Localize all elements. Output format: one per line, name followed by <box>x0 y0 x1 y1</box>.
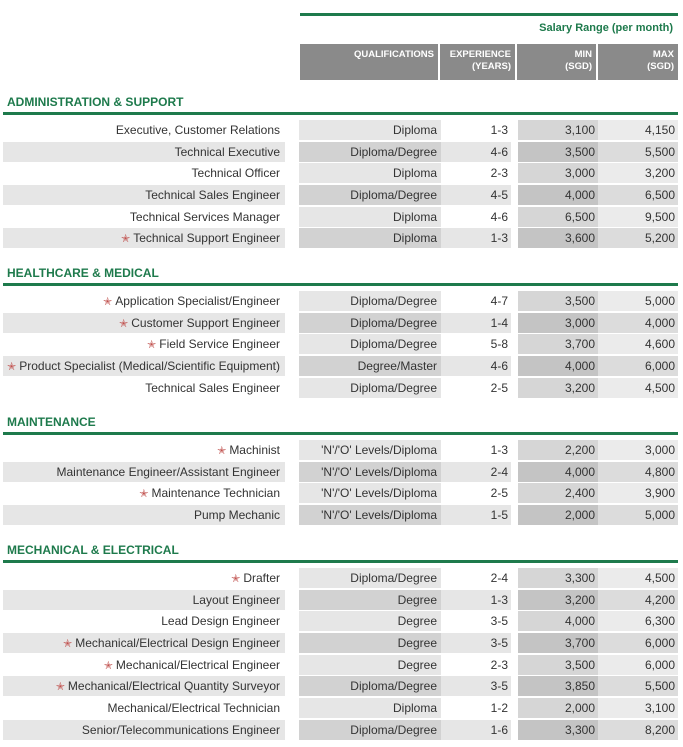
max-salary-cell: 5,000 <box>598 291 678 311</box>
max-salary-cell: 9,500 <box>598 207 678 227</box>
job-title-cell <box>3 633 285 653</box>
experience-cell: 2-3 <box>441 163 511 183</box>
job-title-cell <box>3 720 285 740</box>
max-salary-cell: 3,900 <box>598 483 678 503</box>
section-title: ADMINISTRATION & SUPPORT <box>7 95 184 109</box>
min-salary-cell: 3,500 <box>518 655 598 675</box>
section-rule <box>3 283 678 286</box>
experience-cell: 4-6 <box>441 356 511 376</box>
table-row <box>3 377 678 399</box>
max-salary-cell: 5,000 <box>598 505 678 525</box>
qualification-cell: 'N'/'O' Levels/Diploma <box>299 483 441 503</box>
table-row <box>3 719 678 741</box>
table-row <box>3 675 678 697</box>
job-title: Technical Support Engineer <box>133 231 280 246</box>
experience-cell: 2-5 <box>441 483 511 503</box>
section-mechanical-electrical <box>3 542 678 741</box>
qualification-cell: Diploma <box>299 228 441 248</box>
star-icon: ✭ <box>139 488 149 501</box>
job-title: Technical Officer <box>191 166 280 181</box>
job-title: Mechanical/Electrical Engineer <box>115 657 280 672</box>
experience-cell: 2-4 <box>441 462 511 482</box>
min-salary-cell: 3,500 <box>518 142 598 162</box>
qualification-cell: Diploma/Degree <box>299 291 441 311</box>
experience-cell: 3-5 <box>441 676 511 696</box>
table-row <box>3 610 678 632</box>
job-title-cell <box>3 185 285 205</box>
header-qualifications: QUALIFICATIONS <box>300 44 438 80</box>
table-row <box>3 697 678 719</box>
job-title-cell <box>3 378 285 398</box>
header-experience: EXPERIENCE (YEARS) <box>440 44 515 80</box>
qualification-cell: Diploma <box>299 207 441 227</box>
qualification-cell: Diploma/Degree <box>299 185 441 205</box>
qualification-cell: Diploma <box>299 120 441 140</box>
experience-cell: 2-5 <box>441 378 511 398</box>
star-icon: ✭ <box>7 360 17 373</box>
qualification-cell: Degree <box>299 655 441 675</box>
qualification-cell: Diploma/Degree <box>299 568 441 588</box>
header-max: MAX (SGD) <box>598 44 678 80</box>
experience-cell: 1-3 <box>441 120 511 140</box>
max-salary-cell: 4,800 <box>598 462 678 482</box>
min-salary-cell: 2,000 <box>518 505 598 525</box>
table-row <box>3 355 678 377</box>
job-title-cell <box>3 611 285 631</box>
job-title: Mechanical/Electrical Technician <box>107 700 280 715</box>
experience-cell: 1-5 <box>441 505 511 525</box>
qualification-cell: 'N'/'O' Levels/Diploma <box>299 462 441 482</box>
job-title-cell <box>3 120 285 140</box>
min-salary-cell: 3,850 <box>518 676 598 696</box>
experience-cell: 4-6 <box>441 207 511 227</box>
experience-cell: 2-4 <box>441 568 511 588</box>
table-row <box>3 482 678 504</box>
min-salary-cell: 2,200 <box>518 440 598 460</box>
max-salary-cell: 5,200 <box>598 228 678 248</box>
qualification-cell: Diploma/Degree <box>299 676 441 696</box>
table-row <box>3 333 678 355</box>
qualification-cell: Diploma/Degree <box>299 142 441 162</box>
job-title: Maintenance Technician <box>151 486 280 501</box>
job-title: Lead Design Engineer <box>161 614 280 629</box>
section-rule <box>3 560 678 563</box>
table-header <box>300 44 678 80</box>
job-title-cell <box>3 676 285 696</box>
qualification-cell: Degree <box>299 611 441 631</box>
min-salary-cell: 3,700 <box>518 334 598 354</box>
min-salary-cell: 3,500 <box>518 291 598 311</box>
experience-cell: 1-3 <box>441 590 511 610</box>
qualification-cell: Diploma/Degree <box>299 334 441 354</box>
job-title: Field Service Engineer <box>159 337 280 352</box>
max-salary-cell: 4,500 <box>598 378 678 398</box>
job-title: Layout Engineer <box>192 592 280 607</box>
job-title-cell <box>3 483 285 503</box>
table-row <box>3 654 678 676</box>
min-salary-cell: 3,700 <box>518 633 598 653</box>
job-title: Product Specialist (Medical/Scientific Equipment) <box>19 358 280 373</box>
star-icon: ✭ <box>121 233 131 246</box>
job-title: Drafter <box>243 570 280 585</box>
max-salary-cell: 4,600 <box>598 334 678 354</box>
min-salary-cell: 4,000 <box>518 356 598 376</box>
job-title: Technical Sales Engineer <box>145 380 280 395</box>
job-title: Technical Executive <box>174 144 280 159</box>
table-row <box>3 567 678 589</box>
qualification-cell: 'N'/'O' Levels/Diploma <box>299 440 441 460</box>
job-title-cell <box>3 568 285 588</box>
section-healthcare-medical <box>3 265 678 398</box>
max-salary-cell: 3,200 <box>598 163 678 183</box>
experience-cell: 3-5 <box>441 633 511 653</box>
max-salary-cell: 8,200 <box>598 720 678 740</box>
max-salary-cell: 4,200 <box>598 590 678 610</box>
qualification-cell: Diploma <box>299 698 441 718</box>
job-title: Technical Sales Engineer <box>145 187 280 202</box>
job-title-cell <box>3 313 285 333</box>
min-salary-cell: 3,000 <box>518 163 598 183</box>
job-title-cell <box>3 207 285 227</box>
header-min: MIN (SGD) <box>517 44 596 80</box>
table-row <box>3 504 678 526</box>
job-title-cell <box>3 334 285 354</box>
min-salary-cell: 4,000 <box>518 185 598 205</box>
table-row <box>3 290 678 312</box>
max-salary-cell: 4,150 <box>598 120 678 140</box>
max-salary-cell: 6,000 <box>598 356 678 376</box>
max-salary-cell: 6,300 <box>598 611 678 631</box>
job-title-cell <box>3 163 285 183</box>
min-salary-cell: 6,500 <box>518 207 598 227</box>
star-icon: ✭ <box>119 317 129 330</box>
star-icon: ✭ <box>63 637 73 650</box>
experience-cell: 2-3 <box>441 655 511 675</box>
qualification-cell: Diploma/Degree <box>299 378 441 398</box>
max-salary-cell: 6,500 <box>598 185 678 205</box>
min-salary-cell: 3,000 <box>518 313 598 333</box>
job-title: Technical Services Manager <box>129 209 280 224</box>
section-title: MAINTENANCE <box>7 415 96 429</box>
section-maintenance <box>3 414 678 526</box>
table-row <box>3 184 678 206</box>
max-salary-cell: 3,100 <box>598 698 678 718</box>
table-row <box>3 162 678 184</box>
top-rule <box>300 13 678 16</box>
max-salary-cell: 5,500 <box>598 142 678 162</box>
star-icon: ✭ <box>217 444 227 457</box>
salary-range-caption: Salary Range (per month) <box>539 22 673 34</box>
job-title-cell <box>3 590 285 610</box>
max-salary-cell: 3,000 <box>598 440 678 460</box>
job-title-cell <box>3 142 285 162</box>
star-icon: ✭ <box>103 295 113 308</box>
table-row <box>3 119 678 141</box>
job-title-cell <box>3 291 285 311</box>
qualification-cell: Degree <box>299 590 441 610</box>
max-salary-cell: 6,000 <box>598 633 678 653</box>
job-title-cell <box>3 440 285 460</box>
experience-cell: 1-4 <box>441 313 511 333</box>
table-row <box>3 312 678 334</box>
min-salary-cell: 3,100 <box>518 120 598 140</box>
qualification-cell: 'N'/'O' Levels/Diploma <box>299 505 441 525</box>
experience-cell: 4-7 <box>441 291 511 311</box>
qualification-cell: Diploma/Degree <box>299 720 441 740</box>
job-title: Pump Mechanic <box>193 507 280 522</box>
job-title: Senior/Telecommunications Engineer <box>81 722 280 737</box>
job-title-cell <box>3 356 285 376</box>
section-title: HEALTHCARE & MEDICAL <box>7 266 159 280</box>
min-salary-cell: 4,000 <box>518 611 598 631</box>
table-row <box>3 589 678 611</box>
job-title-cell <box>3 505 285 525</box>
job-title-cell <box>3 698 285 718</box>
job-title: Machinist <box>229 442 280 457</box>
min-salary-cell: 2,400 <box>518 483 598 503</box>
star-icon: ✭ <box>55 681 65 694</box>
job-title: Mechanical/Electrical Design Engineer <box>75 635 280 650</box>
table-row <box>3 439 678 461</box>
star-icon: ✭ <box>103 659 113 672</box>
min-salary-cell: 3,600 <box>518 228 598 248</box>
job-title-cell <box>3 655 285 675</box>
qualification-cell: Degree/Master <box>299 356 441 376</box>
job-title: Application Specialist/Engineer <box>115 293 280 308</box>
job-title: Maintenance Engineer/Assistant Engineer <box>56 464 280 479</box>
min-salary-cell: 3,200 <box>518 378 598 398</box>
min-salary-cell: 3,200 <box>518 590 598 610</box>
table-row <box>3 632 678 654</box>
max-salary-cell: 5,500 <box>598 676 678 696</box>
experience-cell: 4-6 <box>441 142 511 162</box>
experience-cell: 1-3 <box>441 440 511 460</box>
job-title-cell <box>3 228 285 248</box>
min-salary-cell: 4,000 <box>518 462 598 482</box>
table-row <box>3 227 678 249</box>
job-title: Mechanical/Electrical Quantity Surveyor <box>67 679 280 694</box>
min-salary-cell: 2,000 <box>518 698 598 718</box>
section-administration-support <box>3 94 678 249</box>
experience-cell: 1-3 <box>441 228 511 248</box>
table-row <box>3 461 678 483</box>
max-salary-cell: 4,000 <box>598 313 678 333</box>
qualification-cell: Diploma <box>299 163 441 183</box>
experience-cell: 3-5 <box>441 611 511 631</box>
section-title: MECHANICAL & ELECTRICAL <box>7 543 179 557</box>
table-row <box>3 141 678 163</box>
star-icon: ✭ <box>147 339 157 352</box>
experience-cell: 5-8 <box>441 334 511 354</box>
experience-cell: 1-2 <box>441 698 511 718</box>
star-icon: ✭ <box>231 572 241 585</box>
qualification-cell: Diploma/Degree <box>299 313 441 333</box>
min-salary-cell: 3,300 <box>518 720 598 740</box>
min-salary-cell: 3,300 <box>518 568 598 588</box>
job-title: Executive, Customer Relations <box>115 122 280 137</box>
section-rule <box>3 112 678 115</box>
experience-cell: 4-5 <box>441 185 511 205</box>
table-row <box>3 206 678 228</box>
job-title-cell <box>3 462 285 482</box>
experience-cell: 1-6 <box>441 720 511 740</box>
max-salary-cell: 4,500 <box>598 568 678 588</box>
job-title: Customer Support Engineer <box>131 315 280 330</box>
section-rule <box>3 432 678 435</box>
max-salary-cell: 6,000 <box>598 655 678 675</box>
qualification-cell: Degree <box>299 633 441 653</box>
